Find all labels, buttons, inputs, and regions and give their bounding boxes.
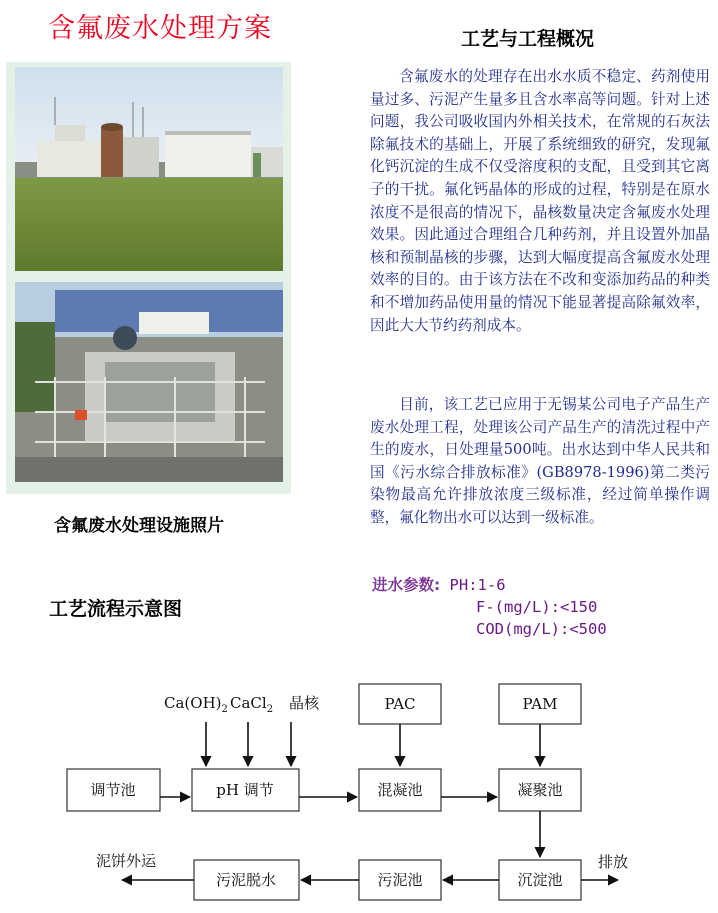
influent-parameters bbox=[372, 574, 607, 640]
input-calcium-hydroxide: $Ca(OH)_2$ bbox=[164, 694, 228, 715]
box-coagulation-tank-label: 混凝池 bbox=[377, 781, 423, 799]
overview-paragraph-2: 目前，该工艺已应用于无锡某公司电子产品生产废水处理工程，处理该公司产品生产的清洗过程中产生的废水，日处理量500吨。出水达到中华人民共和国《污水综合排放标准》(GB8978-1996)第二类污染物最高允许排放浓度三级标准，经过简单操作调整，氟化物出水可以达到一级标准。 bbox=[370, 396, 710, 526]
param-cod: COD(mg/L):<500 bbox=[476, 620, 607, 638]
param-fluoride: F-(mg/L):<150 bbox=[476, 598, 598, 616]
process-flow-diagram bbox=[0, 670, 718, 913]
box-flocculation-tank-label: 凝聚池 bbox=[517, 781, 563, 799]
page-title: 含氟废水处理方案 bbox=[48, 13, 272, 44]
overview-paragraph-1: 含氟废水的处理存在出水水质不稳定、药剂使用量过多、污泥产生量多且含水率高等问题。针对上述问题，我公司吸收国内外相关技术，在常规的石灰法除氟技术的基础上，开展了系统细致的研究，发现氟化钙沉淀的生成不仅受溶度积的支配，且受到其它离子的干扰。氟化钙晶体的形成的过程，特别是在原水浓度不是很高的情况下，晶核数量决定含氟废水处理效果。因此通过合理组合几种药剂，并且设置外加晶核和预制晶核的步骤，达到大幅度提高含氟废水处理效率的目的。由于该方法在不改和变添加药品的种类和不增加药品使用量的情况下能显著提高除氟效率，因此大大节约药剂成本。 bbox=[370, 68, 710, 334]
photo-frame bbox=[6, 62, 291, 494]
box-regulating-tank-label: 调节池 bbox=[90, 781, 136, 799]
label-discharge: 排放 bbox=[598, 853, 629, 871]
box-pam-label: PAM bbox=[522, 695, 558, 713]
box-sludge-tank-label: 污泥池 bbox=[377, 871, 423, 889]
overview-heading: 工艺与工程概况 bbox=[461, 28, 595, 50]
box-sedimentation-tank-label: 沉淀池 bbox=[517, 871, 563, 889]
input-crystal-seed: 晶核 bbox=[289, 694, 320, 712]
flow-diagram-heading: 工艺流程示意图 bbox=[49, 598, 183, 620]
box-sludge-dewatering-label: 污泥脱水 bbox=[215, 871, 277, 889]
label-cake-out: 泥饼外运 bbox=[96, 852, 157, 870]
photo-caption: 含氟废水处理设施照片 bbox=[54, 516, 224, 536]
input-calcium-chloride: CaCl$_2$ bbox=[230, 694, 274, 715]
box-pac-label: PAC bbox=[384, 695, 416, 713]
facility-photo-exterior bbox=[15, 67, 283, 271]
param-ph: PH:1-6 bbox=[449, 576, 506, 594]
influent-parameters-label: 进水参数: bbox=[372, 576, 441, 594]
box-ph-adjust-label: pH 调节 bbox=[216, 781, 274, 799]
facility-photo-tanks bbox=[15, 282, 283, 482]
